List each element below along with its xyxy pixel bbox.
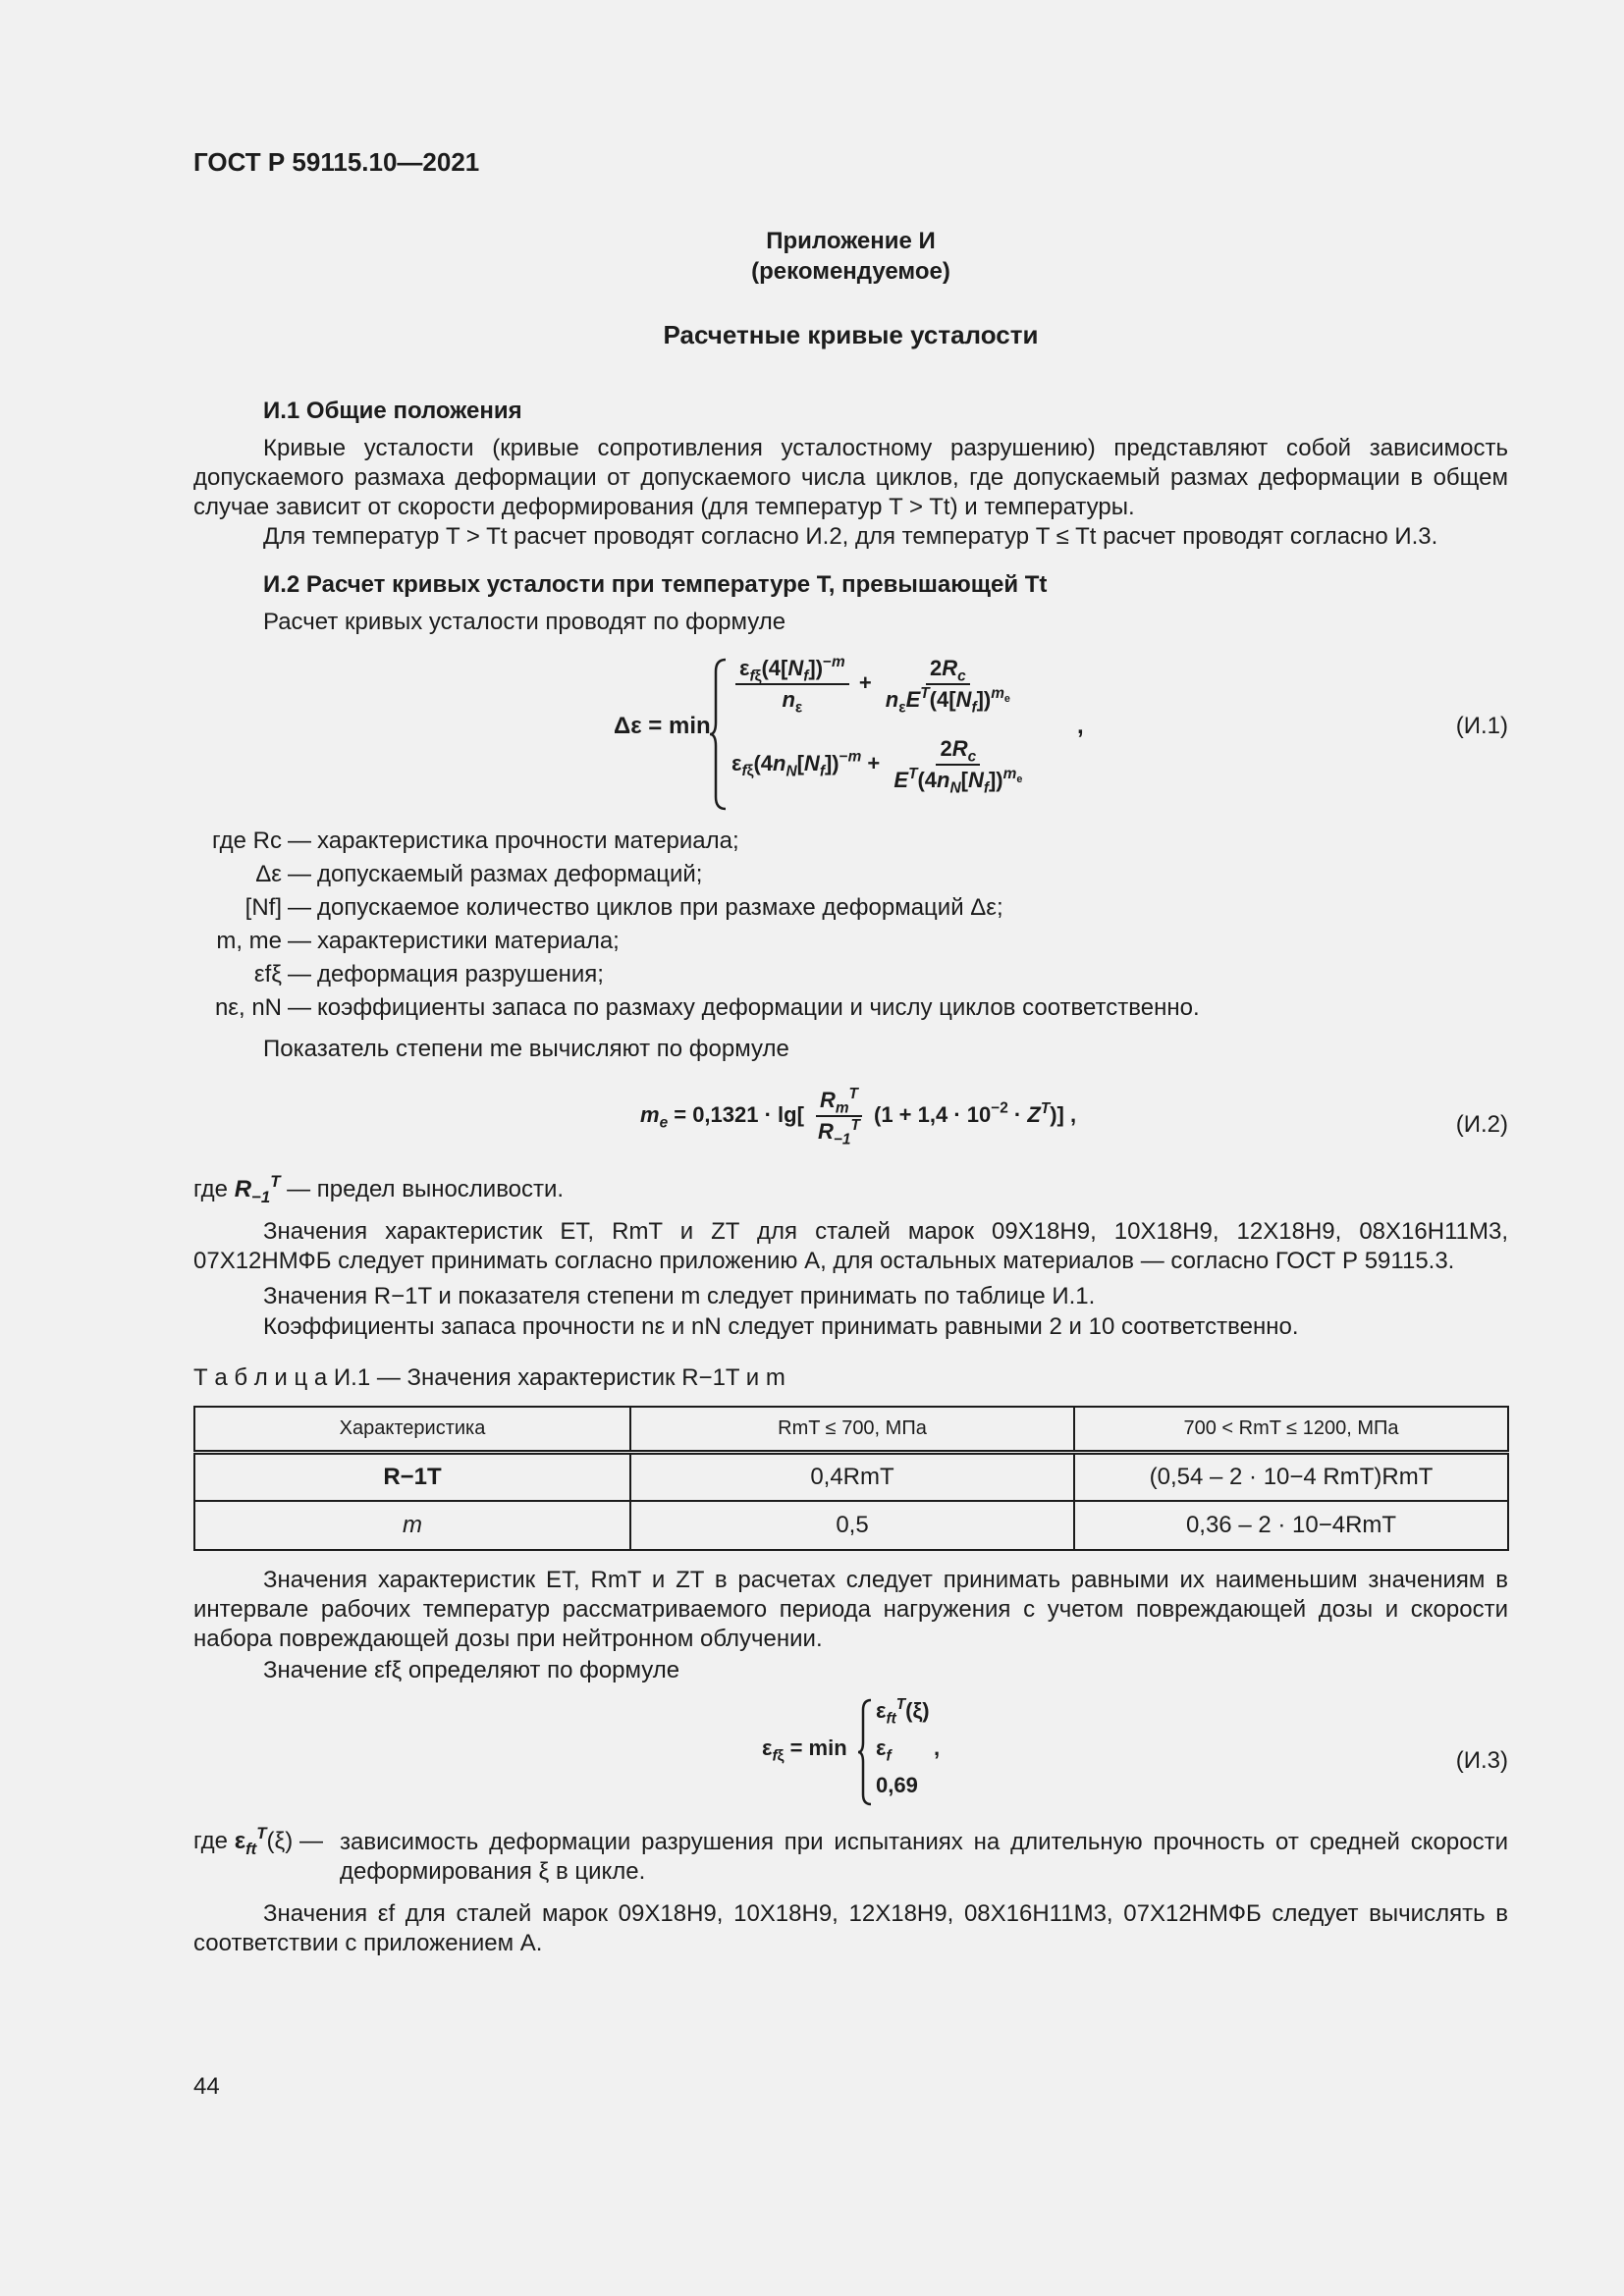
left-brace-icon (710, 656, 730, 813)
where-row: где Rc — характеристика прочности материала; (193, 825, 1508, 858)
where-row: [Nf] — допускаемое количество циклов при размахе деформаций Δε; (193, 891, 1508, 925)
table-cell: 0,36 – 2 · 10−4RmT (1074, 1501, 1508, 1550)
where-2-text: предел выносливости. (316, 1176, 565, 1202)
table-cell: R−1T (194, 1452, 630, 1501)
formula-2: $m_e = 0,1321 \cdot \lg$[ $\frac{R_m^T}{R_{-1}^T}$ $(1 + 1,4 \cdot 10^{-2} \cdot Z^T)$] , (640, 1085, 1077, 1148)
where-text: допускаемый размах деформаций; (317, 861, 703, 887)
table-caption: Т а б л и ц а И.1 — Значения характеристик R−1T и m (193, 1364, 785, 1391)
table-cell: (0,54 – 2 · 10−4 RmT)RmT (1074, 1452, 1508, 1501)
formula-1-number: (И.1) (1455, 713, 1508, 739)
formula-intro: Расчет кривых усталости проводят по формуле (263, 609, 786, 635)
table-header: Характеристика (194, 1407, 630, 1452)
table-row (194, 1452, 1508, 1501)
table-1 (193, 1406, 1509, 1551)
where-3-text: зависимость деформации разрушения при испытаниях на длительную прочность от средней скорости деформирования ξ в цикле. (340, 1829, 1508, 1885)
where-2: где $R_{-1}^T$ — предел выносливости. (193, 1171, 565, 1206)
where-symbol: [Nf] (244, 894, 282, 921)
where-text: коэффициенты запаса по размаху деформации и числу циклов соответственно. (317, 994, 1200, 1021)
where-symbol: Δε (255, 861, 282, 887)
where-3-symbol: где $\varepsilon_{ft}^T(\xi)$ — (193, 1823, 323, 1858)
page-number: 44 (193, 2073, 220, 2100)
where-row: εfξ — деформация разрушения; (193, 958, 1508, 991)
where-symbol: m, me (216, 928, 282, 954)
table-header-row (194, 1407, 1508, 1452)
formula-3: $\varepsilon_{f\xi} = \min$ $\varepsilon_{ft}^T(\xi)$ $\varepsilon_f$ , 0,69 (762, 1696, 958, 1804)
table-row (194, 1501, 1508, 1550)
paragraph-6: Значения характеристик ET, RmT и ZT в расчетах следует принимать равными их наименьшим значениям в интервале рабочих температур рассматриваемого периода нагружения с учетом повреждающей дозы и скорости набора повреждающей дозы при нейтронном облучении. (193, 1567, 1508, 1652)
paragraph-7: Значение εfξ определяют по формуле (263, 1657, 680, 1683)
appendix-heading: Расчетные кривые усталости (663, 320, 1039, 349)
where-text: характеристики материала; (317, 928, 620, 954)
where-symbol: εfξ (253, 961, 282, 988)
paragraph-8: Значения εf для сталей марок 09Х18Н9, 10Х18Н9, 12Х18Н9, 08Х16Н11М3, 07Х12НМФБ следует вычислять в соответствии с приложением А. (193, 1900, 1508, 1956)
formula-1: Δε = min $\frac{\varepsilon_{f\xi}(4[N_f])^{-m}}{n_\varepsilon}$ + $\frac{2R_c}{n_\varepsilon E^T(4[N_f])^{m_e}}$ $\varepsilon_{f\xi}(4n_N[N_f])^{-m}$ + $\frac{2R_c}{E^T(4n_N[N_f])^{m_e}}$ , (614, 656, 1085, 813)
paragraph-4: Значения R−1T и показателя степени m следует принимать по таблице И.1. (263, 1283, 1096, 1309)
section-1-paragraph-2: Для температур T > Tt расчет проводят согласно И.2, для температур T ≤ Tt расчет проводят согласно И.3. (263, 523, 1438, 550)
where-symbol: nε, nN (214, 994, 282, 1021)
appendix-subtitle: (рекомендуемое) (751, 258, 950, 285)
paragraph-3: Значения характеристик ET, RmT и ZT для сталей марок 09Х18Н9, 10Х18Н9, 12Х18Н9, 08Х16Н11М3, 07Х12НМФБ следует принимать согласно приложению А, для остальных материалов — согласно ГОСТ Р 59115.3. (193, 1218, 1508, 1274)
table-cell: m (194, 1501, 630, 1550)
document-header: ГОСТ Р 59115.10—2021 (193, 147, 480, 177)
table-cell: 0,4RmT (630, 1452, 1074, 1501)
where-text: характеристика прочности материала; (317, 828, 739, 854)
where-text: деформация разрушения; (317, 961, 604, 988)
formula-2-number: (И.2) (1455, 1111, 1508, 1138)
table-header: RmT ≤ 700, МПа (630, 1407, 1074, 1452)
table-header: 700 < RmT ≤ 1200, МПа (1074, 1407, 1508, 1452)
where-text: допускаемое количество циклов при размахе деформаций Δε; (317, 894, 1003, 921)
where-symbol: где Rc (211, 828, 282, 854)
where-row: Δε — допускаемый размах деформаций; (193, 858, 1508, 891)
appendix-title: Приложение И (766, 228, 936, 254)
formula-3-number: (И.3) (1455, 1747, 1508, 1774)
table-cell: 0,5 (630, 1501, 1074, 1550)
section-1-heading: И.1 Общие положения (263, 398, 522, 424)
left-brace-icon (858, 1698, 874, 1806)
where-list-1 (193, 825, 1508, 1025)
where-row: m, me — характеристики материала; (193, 925, 1508, 958)
section-2-heading: И.2 Расчет кривых усталости при температуре T, превышающей Tt (263, 571, 1048, 598)
paragraph-5: Коэффициенты запаса прочности nε и nN следует принимать равными 2 и 10 соответственно. (263, 1313, 1299, 1340)
section-1-paragraph-1: Кривые усталости (кривые сопротивления усталостному разрушению) представляют собой зависимость допускаемого размаха деформации от допускаемого числа циклов, где допускаемый размах деформации в общем случае зависит от скорости деформирования (для температур T > Tt) и температуры. (193, 435, 1508, 520)
me-intro: Показатель степени me вычисляют по формуле (263, 1036, 789, 1062)
where-row: nε, nN — коэффициенты запаса по размаху деформации и числу циклов соответственно. (193, 991, 1508, 1025)
